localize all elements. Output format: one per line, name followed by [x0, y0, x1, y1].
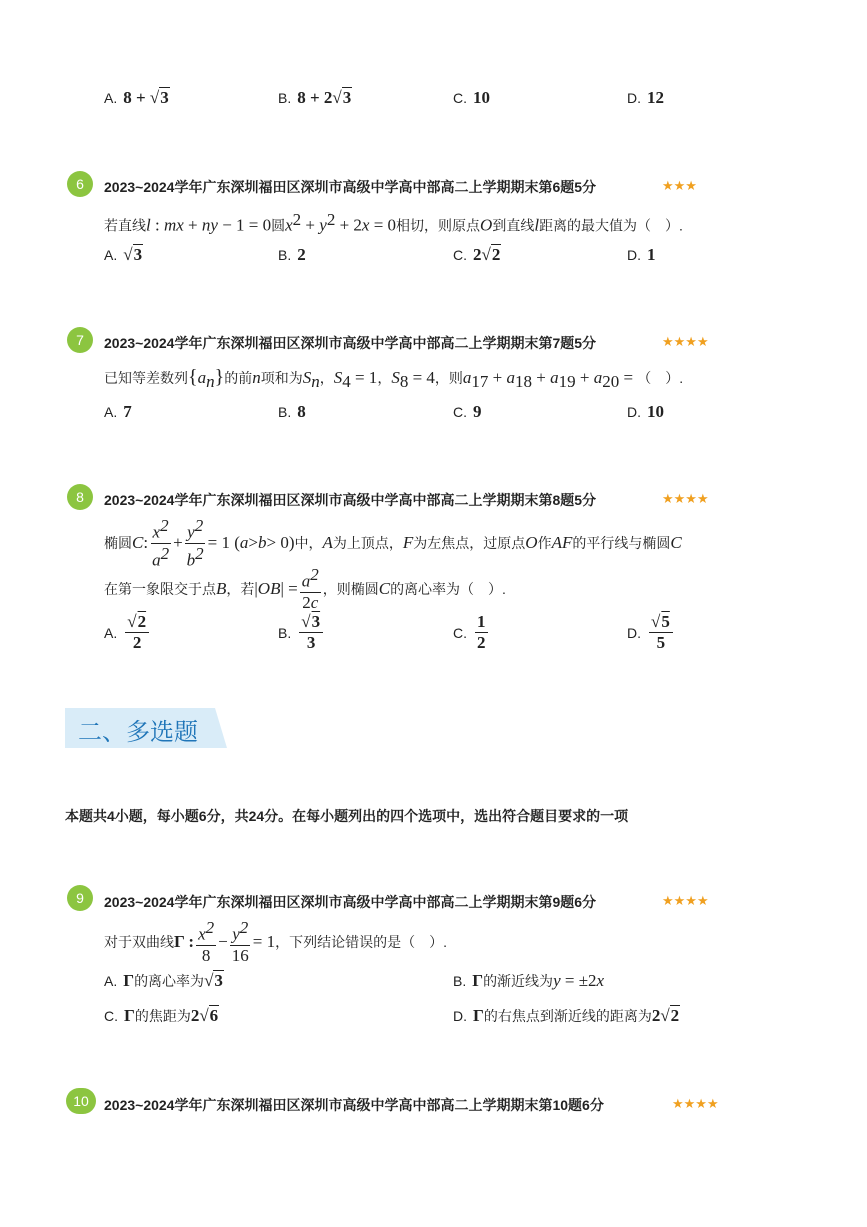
option-b[interactable]: B. $\frac{√3}{3}$: [278, 612, 325, 653]
option-c[interactable]: C. 2√2: [453, 245, 501, 264]
option-a-label: A.: [104, 90, 118, 106]
option-d-value: 12: [647, 88, 664, 107]
question-header: 2023~2024学年广东深圳福田区深圳市高级中学高中部高二上学期期末第9题6分: [104, 894, 597, 910]
option-a[interactable]: A. Γ的离心率为√3: [104, 971, 223, 990]
question-text-line-1: 椭圆 C : $\frac{x^2}{a^2}$ + $\frac{y^2}{b^2}$ = 1 ( a > b > 0) 中， A 为上顶点， F 为左焦点，过原点 O 作 AF 的平行线与椭圆 C: [104, 516, 682, 570]
option-c-label: C.: [453, 90, 467, 106]
difficulty-stars: ★★★★: [662, 334, 709, 349]
option-a[interactable]: A. $\frac{√2}{2}$: [104, 612, 151, 653]
question-header: 2023~2024学年广东深圳福田区深圳市高级中学高中部高二上学期期末第7题5分: [104, 335, 597, 351]
option-c[interactable]: C. 9: [453, 402, 482, 421]
question-text: 已知等差数列$\{a_n\}$的前n项和为$S_n$，$S_4 = 1$，$S_8 = 4$，则$a_{17} + a_{18} + a_{19} + a_{20}$ = （ ）.: [104, 366, 684, 391]
difficulty-stars: ★★★★: [672, 1096, 719, 1111]
option-c[interactable]: [453, 88, 490, 108]
option-d[interactable]: [627, 88, 664, 108]
section-title: 二、多选题: [78, 719, 198, 746]
option-b[interactable]: B. Γ的渐近线为y = ±2x: [453, 971, 605, 990]
question-number-badge: 7: [67, 327, 93, 353]
option-d[interactable]: D. Γ的右焦点到渐近线的距离为2√2: [453, 1006, 680, 1025]
question-number-badge: 10: [66, 1088, 96, 1114]
question-header: 2023~2024学年广东深圳福田区深圳市高级中学高中部高二上学期期末第8题5分: [104, 492, 597, 508]
option-a[interactable]: A. 7: [104, 402, 132, 421]
option-d-label: D.: [627, 90, 641, 106]
question-text: 对于双曲线 Γ : $\frac{x^2}{8}$ − $\frac{y^2}{16}$ = 1 ，下列结论错误的是（ ）.: [104, 918, 447, 965]
option-d[interactable]: D. $\frac{√5}{5}$: [627, 612, 675, 653]
option-d[interactable]: D. 10: [627, 402, 664, 421]
option-b-label: B.: [278, 90, 292, 106]
section-intro: 本题共4小题，每小题6分，共24分。在每小题列出的四个选项中，选出符合题目要求的一项: [65, 808, 629, 824]
question-number-badge: 9: [67, 885, 93, 911]
option-d[interactable]: D. 1: [627, 245, 656, 264]
question-number-badge: 8: [67, 484, 93, 510]
question-text: 若直线l : mx + ny − 1 = 0圆$x^2 + y^2 + 2x = 0$相切，则原点O到直线l距离的最大值为（ ）.: [104, 210, 683, 235]
option-b[interactable]: B. 2: [278, 245, 306, 264]
question-header: 2023~2024学年广东深圳福田区深圳市高级中学高中部高二上学期期末第10题6分: [104, 1097, 604, 1113]
option-b[interactable]: B. 8: [278, 402, 306, 421]
option-c[interactable]: C. $\frac{1}{2}$: [453, 612, 486, 652]
option-a[interactable]: A. 8 + √3: [104, 88, 169, 107]
question-text-line-2: 在第一象限交于点 B ，若 | OB | = $\frac{a^2}{2c}$ ，则椭圆 C 的离心率为（ ）.: [104, 565, 506, 612]
question-number-badge: 6: [67, 171, 93, 197]
difficulty-stars: ★★★★: [662, 893, 709, 908]
difficulty-stars: ★★★★: [662, 491, 709, 506]
option-c[interactable]: C. Γ的焦距为2√6: [104, 1006, 219, 1025]
question-header: 2023~2024学年广东深圳福田区深圳市高级中学高中部高二上学期期末第6题5分: [104, 179, 597, 195]
option-b[interactable]: B. 8 + 2√3: [278, 88, 352, 107]
difficulty-stars: ★★★: [662, 178, 697, 193]
option-c-value: 10: [473, 88, 490, 107]
option-a[interactable]: A. √3: [104, 245, 143, 264]
